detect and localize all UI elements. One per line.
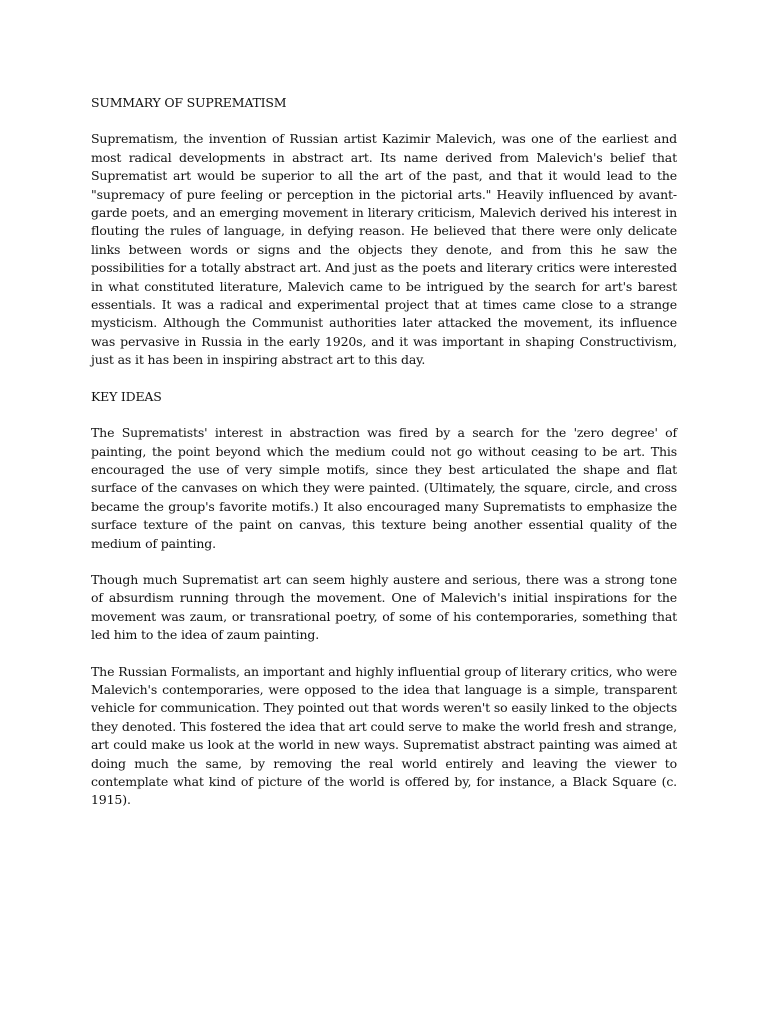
key-ideas-paragraph-2: Though much Suprematist art can seem highly austere and serious, there was a strong tone of absurdism running through the movement. One of Malevich's initial inspirations for the movement was zaum, or transrational poetry, of some of his contemporaries, something that led him to the idea of zaum painting.	[91, 571, 677, 643]
document-body	[91, 94, 677, 828]
key-ideas-paragraph-1: The Suprematists' interest in abstraction was fired by a search for the 'zero degree' of painting, the point beyond which the medium could not go without ceasing to be art. This encouraged the use of very simple motifs, since they best articulated the shape and flat surface of the canvases on which they were painted. (Ultimately, the square, circle, and cross became the group's favorite motifs.) It also encouraged many Suprematists to emphasize the surface texture of the paint on canvas, this texture being another essential quality of the medium of painting.	[91, 425, 677, 551]
key-ideas-paragraph-3: The Russian Formalists, an important and highly influential group of literary critics, who were Malevich's contemporaries, were opposed to the idea that language is a simple, transparent vehicle for communication. They pointed out that words weren't so easily linked to the objects they denoted. This fostered the idea that art could serve to make the world fresh and strange, art could make us look at the world in new ways. Suprematist abstract painting was aimed at doing much the same, by removing the real world entirely and leaving the viewer to contemplate what kind of picture of the world is offered by, for instance, a Black Square (c. 1915).	[91, 663, 677, 808]
heading-key-ideas: KEY IDEAS	[91, 388, 162, 404]
summary-paragraph: Suprematism, the invention of Russian artist Kazimir Malevich, was one of the earliest and most radical developments in abstract art. Its name derived from Malevich's belief that Suprematist art would be superior to all the art of the past, and that it would lead to the "supremacy of pure feeling or perception in the pictorial arts." Heavily influenced by avant-garde poets, and an emerging movement in literary criticism, Malevich derived his interest in flouting the rules of language, in defying reason. He believed that there were only delicate links between words or signs and the objects they denote, and from this he saw the possibilities for a totally abstract art. And just as the poets and literary critics were interested in what constituted literature, Malevich came to be intrigued by the search for art's barest essentials. It was a radical and experimental project that at times came close to a strange mysticism. Although the Communist authorities later attacked the movement, its influence was pervasive in Russia in the early 1920s, and it was important in shaping Constructivism, just as it has been in inspiring abstract art to this day.	[91, 131, 677, 368]
heading-summary: SUMMARY OF SUPREMATISM	[91, 95, 287, 110]
